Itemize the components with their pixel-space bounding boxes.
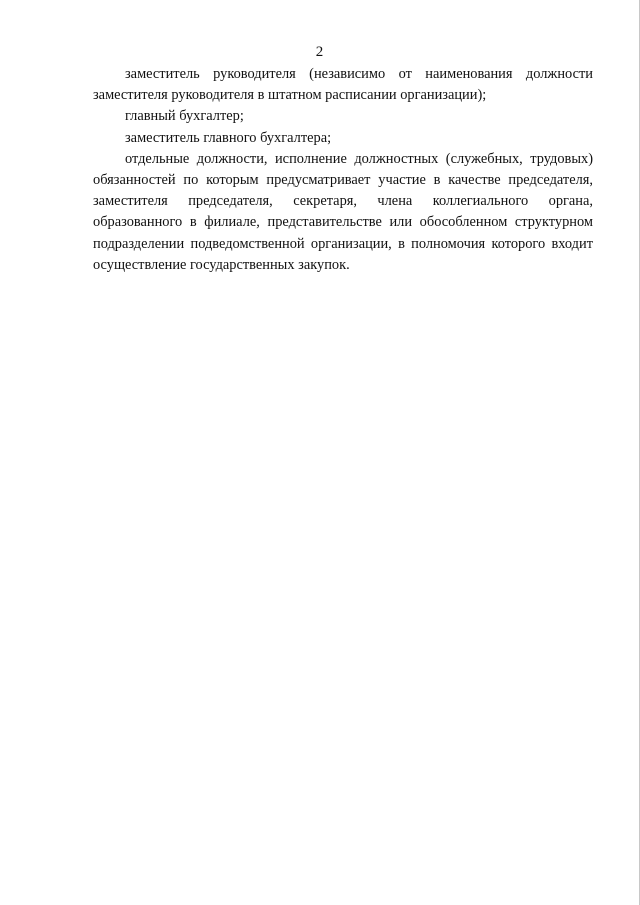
paragraph-chief-accountant: главный бухгалтер; [125, 108, 244, 125]
paragraph-deputy-chief-accountant: заместитель главного бухгалтера; [125, 129, 332, 146]
paragraph-procurement-positions: отдельные должности, исполнение должностных (служебных, трудовых) обязанностей по которым предусматривает участие в качестве председателя, заместителя председателя, секретаря, члена коллегиального органа, образованного в филиале, представительстве или обособленном структурном подразделении подведомственной организации, в полномочия которого входит осуществление государственных закупок. [93, 150, 593, 273]
paragraph-deputy-head: заместитель руководителя (независимо от наименования должности заместителя руководителя в штатном расписании организации); [93, 66, 593, 104]
page-number: 2 [315, 44, 324, 60]
document-body [93, 64, 593, 276]
